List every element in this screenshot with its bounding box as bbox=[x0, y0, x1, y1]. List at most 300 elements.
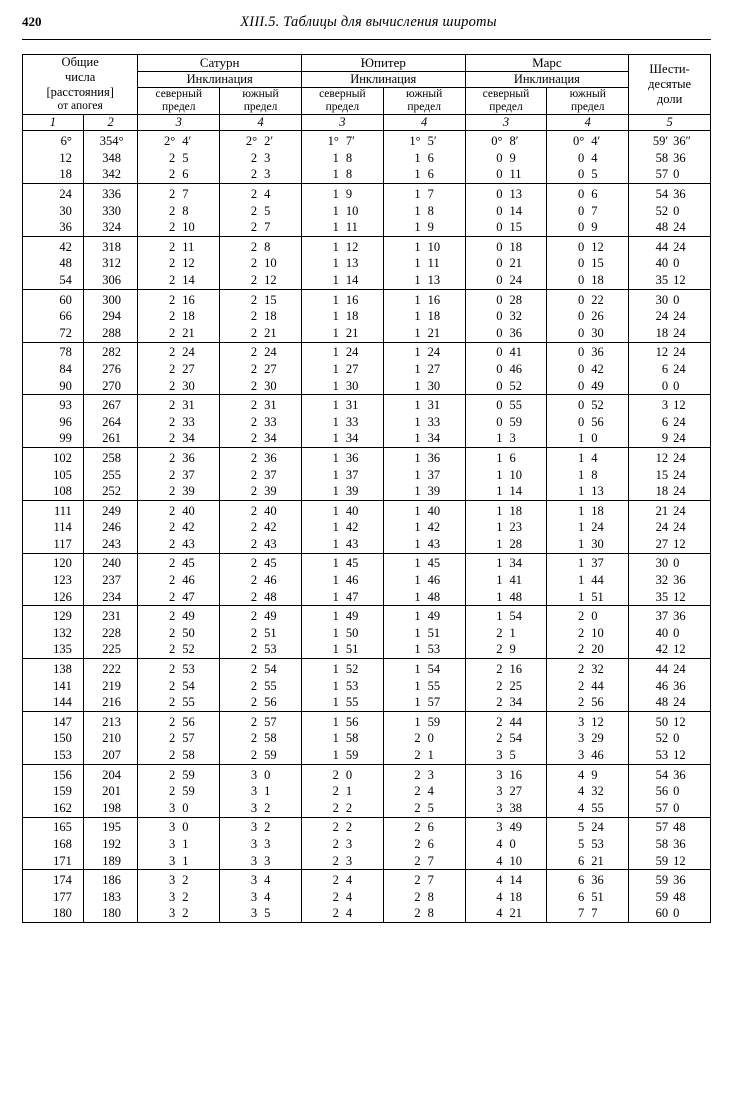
table-row bbox=[23, 694, 711, 711]
colnum-8: 4 bbox=[547, 115, 629, 131]
cell-saturn-north: 2 24 bbox=[138, 342, 220, 361]
cell-sexagesimal-fraction: 59′ 36″ bbox=[629, 131, 711, 150]
cell-saturn-north: 2 50 bbox=[138, 625, 220, 642]
cell-saturn-south: 2 51 bbox=[220, 625, 302, 642]
table-group bbox=[23, 395, 711, 448]
cell-distance-from-apogee: 180 bbox=[23, 906, 84, 923]
cell-saturn-south: 2 48 bbox=[220, 589, 302, 606]
cell-sexagesimal-fraction: 56 0 bbox=[629, 783, 711, 800]
cell-mars-north: 1 14 bbox=[465, 483, 547, 500]
cell-sexagesimal-fraction: 27 12 bbox=[629, 536, 711, 553]
table-row bbox=[23, 589, 711, 606]
cell-saturn-north: 3 0 bbox=[138, 817, 220, 836]
cell-sexagesimal-fraction: 58 36 bbox=[629, 150, 711, 167]
cell-saturn-south: 2 58 bbox=[220, 731, 302, 748]
cell-distance-complement: 243 bbox=[83, 536, 138, 553]
cell-mars-north: 1 34 bbox=[465, 553, 547, 572]
cell-sexagesimal-fraction: 24 24 bbox=[629, 520, 711, 537]
header-common-numbers bbox=[23, 55, 138, 115]
cell-distance-from-apogee: 177 bbox=[23, 889, 84, 906]
cell-jupiter-south: 2 5 bbox=[383, 800, 465, 817]
cell-distance-from-apogee: 138 bbox=[23, 659, 84, 678]
cell-mars-south: 0 7 bbox=[547, 203, 629, 220]
table-group bbox=[23, 184, 711, 237]
cell-distance-complement: 249 bbox=[83, 500, 138, 519]
cell-jupiter-north: 1 55 bbox=[301, 694, 383, 711]
cell-mars-north: 2 34 bbox=[465, 694, 547, 711]
cell-jupiter-north: 1 51 bbox=[301, 642, 383, 659]
cell-distance-complement: 348 bbox=[83, 150, 138, 167]
header-limit-mars-north bbox=[465, 88, 547, 115]
cell-jupiter-south: 1 46 bbox=[383, 572, 465, 589]
cell-mars-north: 1 28 bbox=[465, 536, 547, 553]
cell-distance-complement: 324 bbox=[83, 219, 138, 236]
cell-distance-complement: 219 bbox=[83, 678, 138, 695]
cell-jupiter-north: 1 31 bbox=[301, 395, 383, 414]
cell-saturn-north: 2 52 bbox=[138, 642, 220, 659]
cell-distance-from-apogee: 174 bbox=[23, 870, 84, 889]
cell-distance-complement: 294 bbox=[83, 308, 138, 325]
cell-jupiter-north: 1 45 bbox=[301, 553, 383, 572]
cell-distance-from-apogee: 147 bbox=[23, 712, 84, 731]
cell-mars-south: 0 56 bbox=[547, 414, 629, 431]
cell-jupiter-north: 1° 7′ bbox=[301, 131, 383, 150]
cell-jupiter-south: 1 6 bbox=[383, 167, 465, 184]
cell-sexagesimal-fraction: 40 0 bbox=[629, 625, 711, 642]
cell-jupiter-north: 1 40 bbox=[301, 500, 383, 519]
cell-mars-north: 3 5 bbox=[465, 747, 547, 764]
cell-mars-north: 1 48 bbox=[465, 589, 547, 606]
cell-jupiter-south: 1 21 bbox=[383, 325, 465, 342]
table-group bbox=[23, 817, 711, 870]
cell-jupiter-north: 1 14 bbox=[301, 272, 383, 289]
table-row bbox=[23, 448, 711, 467]
cell-mars-south: 5 53 bbox=[547, 836, 629, 853]
cell-saturn-north: 3 0 bbox=[138, 800, 220, 817]
cell-saturn-south: 2 39 bbox=[220, 483, 302, 500]
cell-distance-from-apogee: 90 bbox=[23, 378, 84, 395]
cell-saturn-south: 2 53 bbox=[220, 642, 302, 659]
cell-distance-complement: 234 bbox=[83, 589, 138, 606]
cell-distance-complement: 306 bbox=[83, 272, 138, 289]
cell-distance-from-apogee: 114 bbox=[23, 520, 84, 537]
cell-distance-from-apogee: 111 bbox=[23, 500, 84, 519]
cell-sexagesimal-fraction: 12 24 bbox=[629, 448, 711, 467]
cell-saturn-south: 2 15 bbox=[220, 289, 302, 308]
cell-jupiter-south: 1 51 bbox=[383, 625, 465, 642]
cell-jupiter-south: 1 48 bbox=[383, 589, 465, 606]
cell-mars-south: 0 52 bbox=[547, 395, 629, 414]
cell-jupiter-south: 1 45 bbox=[383, 553, 465, 572]
cell-saturn-north: 2 40 bbox=[138, 500, 220, 519]
cell-mars-north: 0 11 bbox=[465, 167, 547, 184]
cell-distance-complement: 318 bbox=[83, 237, 138, 256]
cell-jupiter-south: 1 13 bbox=[383, 272, 465, 289]
cell-jupiter-south: 1 11 bbox=[383, 256, 465, 273]
cell-jupiter-north: 1 18 bbox=[301, 308, 383, 325]
cell-jupiter-south: 1 54 bbox=[383, 659, 465, 678]
cell-jupiter-north: 1 9 bbox=[301, 184, 383, 203]
cell-saturn-north: 2 46 bbox=[138, 572, 220, 589]
cell-mars-south: 2 44 bbox=[547, 678, 629, 695]
table-group bbox=[23, 712, 711, 765]
table-row bbox=[23, 361, 711, 378]
cell-sexagesimal-fraction: 57 0 bbox=[629, 800, 711, 817]
cell-jupiter-north: 2 4 bbox=[301, 906, 383, 923]
cell-mars-south: 1 0 bbox=[547, 431, 629, 448]
limit-word-1: северный bbox=[155, 88, 203, 100]
cell-distance-complement: 288 bbox=[83, 325, 138, 342]
table-row bbox=[23, 625, 711, 642]
cell-sexagesimal-fraction: 54 36 bbox=[629, 184, 711, 203]
cell-mars-south: 1 4 bbox=[547, 448, 629, 467]
cell-jupiter-south: 2 7 bbox=[383, 853, 465, 870]
cell-mars-south: 3 12 bbox=[547, 712, 629, 731]
header-limit-saturn-north bbox=[138, 88, 220, 115]
cell-jupiter-south: 1 39 bbox=[383, 483, 465, 500]
cell-mars-south: 0 49 bbox=[547, 378, 629, 395]
cell-mars-north: 2 16 bbox=[465, 659, 547, 678]
cell-distance-from-apogee: 36 bbox=[23, 219, 84, 236]
table-row bbox=[23, 184, 711, 203]
cell-distance-from-apogee: 156 bbox=[23, 764, 84, 783]
cell-distance-complement: 246 bbox=[83, 520, 138, 537]
cell-mars-south: 1 51 bbox=[547, 589, 629, 606]
cell-saturn-south: 2 54 bbox=[220, 659, 302, 678]
cell-mars-south: 0 42 bbox=[547, 361, 629, 378]
cell-distance-from-apogee: 84 bbox=[23, 361, 84, 378]
cell-jupiter-south: 1 7 bbox=[383, 184, 465, 203]
cell-saturn-north: 2 37 bbox=[138, 467, 220, 484]
cell-distance-complement: 213 bbox=[83, 712, 138, 731]
cell-distance-complement: 186 bbox=[83, 870, 138, 889]
cell-jupiter-north: 2 2 bbox=[301, 817, 383, 836]
cell-jupiter-south: 1 40 bbox=[383, 500, 465, 519]
cell-distance-from-apogee: 117 bbox=[23, 536, 84, 553]
header-sex-line2: десятые bbox=[648, 77, 692, 92]
cell-distance-from-apogee: 108 bbox=[23, 483, 84, 500]
cell-jupiter-south: 1 57 bbox=[383, 694, 465, 711]
cell-jupiter-south: 1 33 bbox=[383, 414, 465, 431]
colnum-5: 3 bbox=[301, 115, 383, 131]
table-group bbox=[23, 553, 711, 606]
cell-jupiter-north: 1 8 bbox=[301, 150, 383, 167]
table-group bbox=[23, 131, 711, 184]
cell-distance-from-apogee: 93 bbox=[23, 395, 84, 414]
header-limit-saturn-south bbox=[220, 88, 302, 115]
cell-sexagesimal-fraction: 58 36 bbox=[629, 836, 711, 853]
table-row bbox=[23, 431, 711, 448]
cell-jupiter-north: 1 52 bbox=[301, 659, 383, 678]
cell-jupiter-north: 1 50 bbox=[301, 625, 383, 642]
cell-distance-complement: 252 bbox=[83, 483, 138, 500]
table-row bbox=[23, 764, 711, 783]
cell-distance-from-apogee: 30 bbox=[23, 203, 84, 220]
colnum-9: 5 bbox=[629, 115, 711, 131]
cell-saturn-north: 2 54 bbox=[138, 678, 220, 695]
cell-mars-south: 0 22 bbox=[547, 289, 629, 308]
cell-distance-from-apogee: 72 bbox=[23, 325, 84, 342]
cell-sexagesimal-fraction: 37 36 bbox=[629, 606, 711, 625]
cell-mars-south: 0 18 bbox=[547, 272, 629, 289]
table-row bbox=[23, 467, 711, 484]
limit-word-2: предел bbox=[243, 101, 278, 114]
cell-saturn-south: 3 3 bbox=[220, 836, 302, 853]
cell-saturn-south: 3 0 bbox=[220, 764, 302, 783]
cell-distance-complement: 231 bbox=[83, 606, 138, 625]
cell-mars-south: 0 30 bbox=[547, 325, 629, 342]
cell-distance-complement: 258 bbox=[83, 448, 138, 467]
cell-distance-complement: 195 bbox=[83, 817, 138, 836]
colnum-3: 3 bbox=[138, 115, 220, 131]
cell-saturn-north: 2 33 bbox=[138, 414, 220, 431]
cell-distance-complement: 240 bbox=[83, 553, 138, 572]
cell-jupiter-north: 1 21 bbox=[301, 325, 383, 342]
table-group bbox=[23, 342, 711, 395]
cell-saturn-south: 2 24 bbox=[220, 342, 302, 361]
cell-mars-north: 3 38 bbox=[465, 800, 547, 817]
cell-jupiter-north: 1 47 bbox=[301, 589, 383, 606]
latitude-table bbox=[22, 54, 711, 923]
cell-jupiter-north: 2 4 bbox=[301, 870, 383, 889]
cell-mars-south: 0 4 bbox=[547, 150, 629, 167]
cell-mars-south: 4 55 bbox=[547, 800, 629, 817]
header-inclination-jupiter: Инклинация bbox=[301, 72, 465, 88]
cell-distance-complement: 237 bbox=[83, 572, 138, 589]
cell-saturn-south: 2 4 bbox=[220, 184, 302, 203]
cell-distance-complement: 204 bbox=[83, 764, 138, 783]
cell-mars-north: 4 14 bbox=[465, 870, 547, 889]
cell-distance-complement: 330 bbox=[83, 203, 138, 220]
cell-sexagesimal-fraction: 40 0 bbox=[629, 256, 711, 273]
cell-distance-from-apogee: 150 bbox=[23, 731, 84, 748]
cell-mars-north: 1 41 bbox=[465, 572, 547, 589]
table-row bbox=[23, 783, 711, 800]
cell-mars-south: 0 5 bbox=[547, 167, 629, 184]
table-row bbox=[23, 500, 711, 519]
table-row bbox=[23, 659, 711, 678]
limit-word-2: предел bbox=[325, 101, 360, 114]
cell-sexagesimal-fraction: 9 24 bbox=[629, 431, 711, 448]
cell-saturn-north: 2 5 bbox=[138, 150, 220, 167]
cell-saturn-south: 3 2 bbox=[220, 817, 302, 836]
cell-saturn-south: 2 45 bbox=[220, 553, 302, 572]
cell-saturn-south: 2 34 bbox=[220, 431, 302, 448]
header-inclination-mars: Инклинация bbox=[465, 72, 629, 88]
cell-jupiter-south: 2 8 bbox=[383, 889, 465, 906]
cell-jupiter-north: 2 0 bbox=[301, 764, 383, 783]
cell-mars-north: 1 3 bbox=[465, 431, 547, 448]
cell-mars-south: 4 9 bbox=[547, 764, 629, 783]
cell-distance-complement: 282 bbox=[83, 342, 138, 361]
cell-mars-south: 0 15 bbox=[547, 256, 629, 273]
table-row bbox=[23, 906, 711, 923]
cell-jupiter-south: 2 7 bbox=[383, 870, 465, 889]
cell-sexagesimal-fraction: 32 36 bbox=[629, 572, 711, 589]
cell-saturn-north: 2 10 bbox=[138, 219, 220, 236]
cell-saturn-south: 2 46 bbox=[220, 572, 302, 589]
cell-mars-north: 0 15 bbox=[465, 219, 547, 236]
cell-mars-south: 2 32 bbox=[547, 659, 629, 678]
table-row bbox=[23, 325, 711, 342]
cell-jupiter-south: 1 16 bbox=[383, 289, 465, 308]
cell-jupiter-north: 1 34 bbox=[301, 431, 383, 448]
table-row bbox=[23, 378, 711, 395]
cell-mars-north: 3 49 bbox=[465, 817, 547, 836]
cell-distance-from-apogee: 135 bbox=[23, 642, 84, 659]
cell-jupiter-south: 1 27 bbox=[383, 361, 465, 378]
cell-mars-north: 2 9 bbox=[465, 642, 547, 659]
cell-mars-south: 6 51 bbox=[547, 889, 629, 906]
cell-sexagesimal-fraction: 50 12 bbox=[629, 712, 711, 731]
table-group bbox=[23, 870, 711, 923]
limit-word-1: южный bbox=[242, 88, 279, 100]
cell-saturn-south: 2 57 bbox=[220, 712, 302, 731]
cell-jupiter-south: 1° 5′ bbox=[383, 131, 465, 150]
cell-jupiter-north: 1 24 bbox=[301, 342, 383, 361]
cell-saturn-north: 2 47 bbox=[138, 589, 220, 606]
cell-distance-complement: 216 bbox=[83, 694, 138, 711]
cell-saturn-north: 2 58 bbox=[138, 747, 220, 764]
cell-distance-from-apogee: 66 bbox=[23, 308, 84, 325]
table-row bbox=[23, 342, 711, 361]
table-group bbox=[23, 237, 711, 290]
table-group bbox=[23, 659, 711, 712]
cell-saturn-south: 2 8 bbox=[220, 237, 302, 256]
cell-mars-south: 6 21 bbox=[547, 853, 629, 870]
cell-saturn-north: 2 39 bbox=[138, 483, 220, 500]
table-row bbox=[23, 237, 711, 256]
cell-mars-north: 1 54 bbox=[465, 606, 547, 625]
cell-saturn-north: 2 42 bbox=[138, 520, 220, 537]
cell-jupiter-north: 1 30 bbox=[301, 378, 383, 395]
cell-jupiter-south: 1 53 bbox=[383, 642, 465, 659]
cell-distance-complement: 180 bbox=[83, 906, 138, 923]
cell-saturn-north: 2 14 bbox=[138, 272, 220, 289]
cell-saturn-south: 2 10 bbox=[220, 256, 302, 273]
cell-saturn-south: 2 40 bbox=[220, 500, 302, 519]
cell-mars-south: 3 46 bbox=[547, 747, 629, 764]
cell-distance-complement: 354° bbox=[83, 131, 138, 150]
cell-distance-from-apogee: 105 bbox=[23, 467, 84, 484]
cell-sexagesimal-fraction: 24 24 bbox=[629, 308, 711, 325]
cell-saturn-north: 2 43 bbox=[138, 536, 220, 553]
cell-distance-complement: 255 bbox=[83, 467, 138, 484]
cell-mars-south: 2 0 bbox=[547, 606, 629, 625]
cell-distance-complement: 222 bbox=[83, 659, 138, 678]
cell-distance-from-apogee: 99 bbox=[23, 431, 84, 448]
cell-sexagesimal-fraction: 12 24 bbox=[629, 342, 711, 361]
table-group bbox=[23, 289, 711, 342]
table-row bbox=[23, 606, 711, 625]
cell-jupiter-south: 2 8 bbox=[383, 906, 465, 923]
table-row bbox=[23, 414, 711, 431]
cell-saturn-north: 2 56 bbox=[138, 712, 220, 731]
cell-distance-complement: 276 bbox=[83, 361, 138, 378]
table-row bbox=[23, 483, 711, 500]
table-row bbox=[23, 853, 711, 870]
cell-saturn-north: 2 57 bbox=[138, 731, 220, 748]
cell-saturn-south: 2° 2′ bbox=[220, 131, 302, 150]
cell-saturn-south: 2 59 bbox=[220, 747, 302, 764]
table-row bbox=[23, 272, 711, 289]
limit-word-2: предел bbox=[407, 101, 441, 114]
cell-distance-complement: 300 bbox=[83, 289, 138, 308]
cell-distance-complement: 201 bbox=[83, 783, 138, 800]
cell-sexagesimal-fraction: 57 48 bbox=[629, 817, 711, 836]
cell-saturn-north: 3 2 bbox=[138, 889, 220, 906]
cell-mars-north: 1 10 bbox=[465, 467, 547, 484]
header-inclination-saturn: Инклинация bbox=[138, 72, 302, 88]
cell-distance-from-apogee: 42 bbox=[23, 237, 84, 256]
cell-jupiter-north: 1 36 bbox=[301, 448, 383, 467]
cell-sexagesimal-fraction: 15 24 bbox=[629, 467, 711, 484]
limit-word-1: северный bbox=[482, 88, 530, 100]
cell-saturn-north: 2 6 bbox=[138, 167, 220, 184]
header-sex-line1: Шести- bbox=[649, 62, 690, 77]
cell-saturn-north: 2 59 bbox=[138, 783, 220, 800]
cell-distance-complement: 189 bbox=[83, 853, 138, 870]
cell-mars-north: 2 44 bbox=[465, 712, 547, 731]
table-row bbox=[23, 256, 711, 273]
cell-jupiter-north: 1 59 bbox=[301, 747, 383, 764]
limit-word-1: южный bbox=[406, 88, 443, 100]
cell-saturn-south: 2 31 bbox=[220, 395, 302, 414]
cell-saturn-north: 2 59 bbox=[138, 764, 220, 783]
cell-jupiter-north: 1 33 bbox=[301, 414, 383, 431]
cell-distance-from-apogee: 120 bbox=[23, 553, 84, 572]
cell-mars-north: 1 23 bbox=[465, 520, 547, 537]
table-group bbox=[23, 764, 711, 817]
cell-saturn-south: 2 21 bbox=[220, 325, 302, 342]
header-sex-line3: доли bbox=[656, 92, 683, 107]
cell-mars-south: 0 26 bbox=[547, 308, 629, 325]
cell-mars-south: 2 56 bbox=[547, 694, 629, 711]
cell-saturn-south: 3 4 bbox=[220, 889, 302, 906]
cell-mars-north: 0 18 bbox=[465, 237, 547, 256]
cell-mars-north: 0 9 bbox=[465, 150, 547, 167]
cell-mars-north: 4 21 bbox=[465, 906, 547, 923]
table-row bbox=[23, 395, 711, 414]
colnum-4: 4 bbox=[220, 115, 302, 131]
cell-mars-south: 6 36 bbox=[547, 870, 629, 889]
cell-mars-north: 0 24 bbox=[465, 272, 547, 289]
cell-saturn-south: 2 30 bbox=[220, 378, 302, 395]
cell-saturn-south: 2 5 bbox=[220, 203, 302, 220]
cell-distance-from-apogee: 24 bbox=[23, 184, 84, 203]
cell-saturn-south: 2 37 bbox=[220, 467, 302, 484]
cell-saturn-south: 2 49 bbox=[220, 606, 302, 625]
header-common-line2: числа bbox=[65, 70, 96, 85]
cell-mars-south: 5 24 bbox=[547, 817, 629, 836]
table-row bbox=[23, 219, 711, 236]
column-number-row bbox=[23, 115, 711, 131]
cell-distance-from-apogee: 18 bbox=[23, 167, 84, 184]
cell-sexagesimal-fraction: 48 24 bbox=[629, 694, 711, 711]
cell-mars-south: 0 36 bbox=[547, 342, 629, 361]
cell-sexagesimal-fraction: 30 0 bbox=[629, 553, 711, 572]
cell-saturn-north: 3 2 bbox=[138, 906, 220, 923]
cell-mars-south: 1 24 bbox=[547, 520, 629, 537]
cell-distance-from-apogee: 153 bbox=[23, 747, 84, 764]
cell-jupiter-north: 2 2 bbox=[301, 800, 383, 817]
cell-mars-south: 1 30 bbox=[547, 536, 629, 553]
header-planet-mars: Марс bbox=[465, 55, 629, 72]
cell-mars-north: 0 28 bbox=[465, 289, 547, 308]
cell-saturn-south: 2 36 bbox=[220, 448, 302, 467]
cell-mars-north: 1 6 bbox=[465, 448, 547, 467]
table-row bbox=[23, 800, 711, 817]
